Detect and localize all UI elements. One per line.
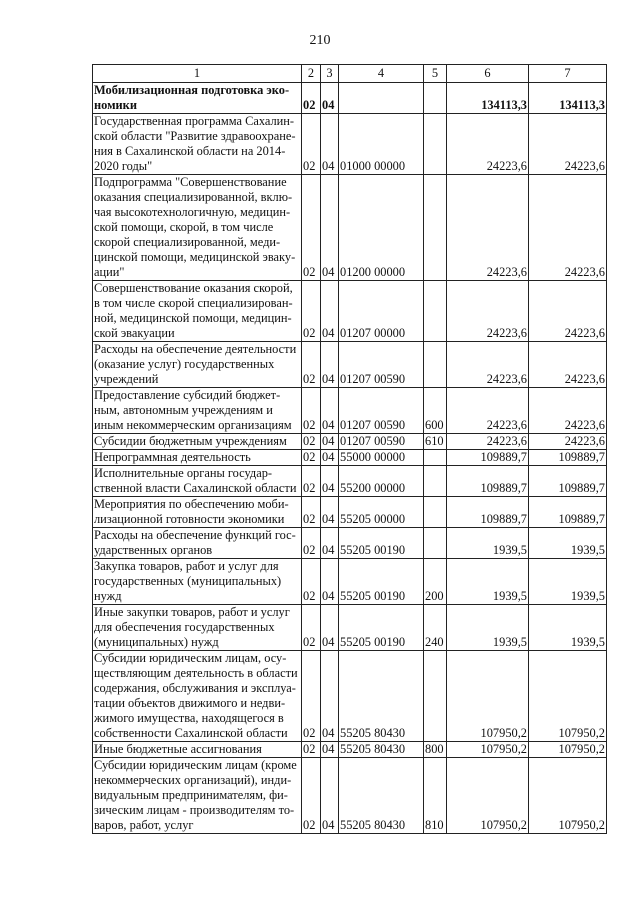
cell-c4: 01207 00590	[339, 388, 424, 434]
cell-c3: 04	[321, 497, 339, 528]
row-description: Субсидии бюджетным учреждениям	[93, 434, 302, 450]
cell-c7: 109889,7	[529, 497, 607, 528]
cell-c4: 55205 00190	[339, 559, 424, 605]
cell-c5	[424, 175, 447, 281]
cell-c2: 02	[302, 528, 321, 559]
cell-c4: 01207 00590	[339, 342, 424, 388]
cell-c2: 02	[302, 114, 321, 175]
table-row	[93, 342, 607, 388]
column-header: 7	[529, 65, 607, 83]
cell-c4: 55205 00190	[339, 605, 424, 651]
table-row	[93, 605, 607, 651]
table-row	[93, 559, 607, 605]
cell-c5	[424, 342, 447, 388]
cell-c4: 01207 00000	[339, 281, 424, 342]
cell-c7: 24223,6	[529, 342, 607, 388]
table-row	[93, 497, 607, 528]
cell-c4: 01000 00000	[339, 114, 424, 175]
cell-c2: 02	[302, 497, 321, 528]
header-row	[93, 65, 607, 83]
cell-c3: 04	[321, 528, 339, 559]
cell-c5: 200	[424, 559, 447, 605]
row-description: Совершенствование оказания скорой, в том числе скорой специализирован- ной, медицинской помощи, медицин- ской эвакуации	[93, 281, 302, 342]
cell-c3: 04	[321, 342, 339, 388]
table-row	[93, 388, 607, 434]
column-header: 6	[447, 65, 529, 83]
cell-c2: 02	[302, 388, 321, 434]
cell-c5	[424, 466, 447, 497]
cell-c2: 02	[302, 742, 321, 758]
row-description: Мобилизационная подготовка эко- номики	[93, 83, 302, 114]
cell-c5: 600	[424, 388, 447, 434]
cell-c7: 1939,5	[529, 528, 607, 559]
table-row	[93, 434, 607, 450]
cell-c3: 04	[321, 83, 339, 114]
cell-c6: 134113,3	[447, 83, 529, 114]
cell-c5: 810	[424, 758, 447, 834]
row-description: Непрограммная деятельность	[93, 450, 302, 466]
column-header: 5	[424, 65, 447, 83]
cell-c6: 24223,6	[447, 114, 529, 175]
cell-c5	[424, 528, 447, 559]
cell-c2: 02	[302, 758, 321, 834]
table-row	[93, 651, 607, 742]
cell-c6: 107950,2	[447, 758, 529, 834]
cell-c5	[424, 83, 447, 114]
cell-c2: 02	[302, 466, 321, 497]
cell-c5: 610	[424, 434, 447, 450]
cell-c5	[424, 497, 447, 528]
cell-c3: 04	[321, 758, 339, 834]
cell-c2: 02	[302, 175, 321, 281]
cell-c5	[424, 114, 447, 175]
cell-c6: 107950,2	[447, 651, 529, 742]
cell-c7: 24223,6	[529, 434, 607, 450]
cell-c2: 02	[302, 342, 321, 388]
cell-c3: 04	[321, 559, 339, 605]
cell-c7: 24223,6	[529, 281, 607, 342]
cell-c6: 1939,5	[447, 528, 529, 559]
cell-c2: 02	[302, 281, 321, 342]
cell-c2: 02	[302, 651, 321, 742]
cell-c3: 04	[321, 114, 339, 175]
row-description: Иные закупки товаров, работ и услуг для обеспечения государственных (муниципальных) нужд	[93, 605, 302, 651]
cell-c5	[424, 281, 447, 342]
cell-c2: 02	[302, 605, 321, 651]
table-row	[93, 758, 607, 834]
cell-c2: 02	[302, 559, 321, 605]
cell-c6: 24223,6	[447, 434, 529, 450]
cell-c6: 109889,7	[447, 450, 529, 466]
cell-c4: 55205 80430	[339, 758, 424, 834]
cell-c6: 24223,6	[447, 388, 529, 434]
table-row	[93, 742, 607, 758]
cell-c4: 55205 80430	[339, 742, 424, 758]
cell-c2: 02	[302, 450, 321, 466]
table-row	[93, 528, 607, 559]
cell-c7: 24223,6	[529, 175, 607, 281]
column-header: 2	[302, 65, 321, 83]
column-header: 3	[321, 65, 339, 83]
cell-c7: 24223,6	[529, 114, 607, 175]
cell-c3: 04	[321, 651, 339, 742]
column-header: 4	[339, 65, 424, 83]
column-header: 1	[93, 65, 302, 83]
cell-c7: 1939,5	[529, 559, 607, 605]
cell-c7: 109889,7	[529, 466, 607, 497]
cell-c4: 55205 00190	[339, 528, 424, 559]
cell-c4: 55200 00000	[339, 466, 424, 497]
cell-c4: 55205 80430	[339, 651, 424, 742]
cell-c4: 01200 00000	[339, 175, 424, 281]
cell-c7: 107950,2	[529, 651, 607, 742]
cell-c3: 04	[321, 175, 339, 281]
cell-c7: 107950,2	[529, 758, 607, 834]
cell-c3: 04	[321, 466, 339, 497]
row-description: Предоставление субсидий бюджет- ным, автономным учреждениям и иным некоммерческим организациям	[93, 388, 302, 434]
cell-c6: 24223,6	[447, 281, 529, 342]
budget-table	[92, 64, 607, 834]
cell-c5	[424, 450, 447, 466]
cell-c3: 04	[321, 450, 339, 466]
table-row	[93, 450, 607, 466]
cell-c4: 01207 00590	[339, 434, 424, 450]
row-description: Субсидии юридическим лицам (кроме некоммерческих организаций), инди- видуальным предпринимателям, фи- зическим лицам - производителям то- варов, работ, услуг	[93, 758, 302, 834]
page-number: 210	[309, 33, 331, 48]
cell-c6: 24223,6	[447, 175, 529, 281]
table-row	[93, 175, 607, 281]
cell-c6: 1939,5	[447, 559, 529, 605]
row-description: Исполнительные органы государ- ственной власти Сахалинской области	[93, 466, 302, 497]
table-row	[93, 83, 607, 114]
cell-c7: 107950,2	[529, 742, 607, 758]
cell-c5: 240	[424, 605, 447, 651]
cell-c3: 04	[321, 434, 339, 450]
row-description: Закупка товаров, работ и услуг для государственных (муниципальных) нужд	[93, 559, 302, 605]
cell-c6: 24223,6	[447, 342, 529, 388]
cell-c5: 800	[424, 742, 447, 758]
cell-c7: 1939,5	[529, 605, 607, 651]
row-description: Иные бюджетные ассигнования	[93, 742, 302, 758]
row-description: Расходы на обеспечение функций гос- ударственных органов	[93, 528, 302, 559]
table-row	[93, 466, 607, 497]
cell-c7: 24223,6	[529, 388, 607, 434]
cell-c3: 04	[321, 742, 339, 758]
row-description: Мероприятия по обеспечению моби- лизационной готовности экономики	[93, 497, 302, 528]
row-description: Расходы на обеспечение деятельности (оказание услуг) государственных учреждений	[93, 342, 302, 388]
cell-c3: 04	[321, 605, 339, 651]
cell-c7: 109889,7	[529, 450, 607, 466]
row-description: Подпрограмма "Совершенствование оказания специализированной, вклю- чая высокотехнологичную, медицин- ской помощи, скорой, в том числе скорой специализированной, меди- цинской помощи, медицинской эваку- ации"	[93, 175, 302, 281]
cell-c6: 109889,7	[447, 497, 529, 528]
table-row	[93, 281, 607, 342]
cell-c7: 134113,3	[529, 83, 607, 114]
cell-c2: 02	[302, 83, 321, 114]
cell-c4: 55205 00000	[339, 497, 424, 528]
cell-c3: 04	[321, 388, 339, 434]
cell-c2: 02	[302, 434, 321, 450]
cell-c5	[424, 651, 447, 742]
row-description: Субсидии юридическим лицам, осу- ществляющим деятельность в области содержания, обслуживания и эксплуа- тации объектов движимого и недви- жимого имущества, находящегося в собственности Сахалинской области	[93, 651, 302, 742]
cell-c6: 107950,2	[447, 742, 529, 758]
cell-c6: 1939,5	[447, 605, 529, 651]
row-description: Государственная программа Сахалин- ской области "Развитие здравоохране- ния в Сахалинской области на 2014- 2020 годы"	[93, 114, 302, 175]
cell-c4	[339, 83, 424, 114]
cell-c3: 04	[321, 281, 339, 342]
cell-c6: 109889,7	[447, 466, 529, 497]
cell-c4: 55000 00000	[339, 450, 424, 466]
table-row	[93, 114, 607, 175]
